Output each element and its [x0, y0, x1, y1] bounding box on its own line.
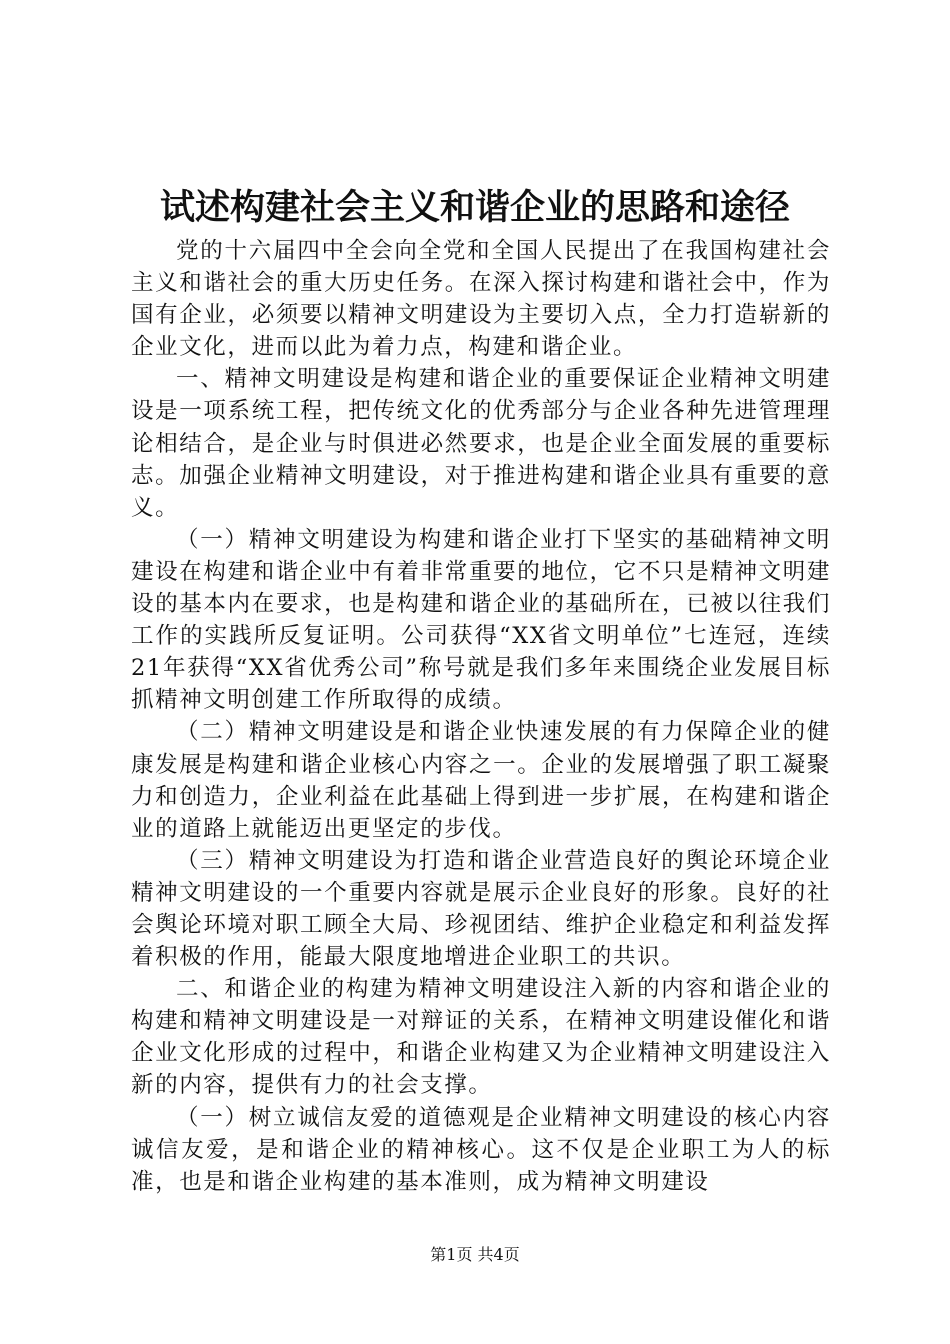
document-title: 试述构建社会主义和谐企业的思路和途径	[159, 187, 790, 228]
paragraph-section-2-1: （一）树立诚信友爱的道德观是企业精神文明建设的核心内容诚信友爱，是和谐企业的精神核心。这不仅是企业职工为人的标准，也是和谐企业构建的基本准则，成为精神文明建设	[131, 1104, 831, 1195]
document-body	[131, 235, 831, 1198]
page-number-footer: 第1页 共4页	[430, 1245, 520, 1264]
paragraph-section-1-1: （一）精神文明建设为构建和谐企业打下坚实的基础精神文明建设在构建和谐企业中有着非常重要的地位，它不只是精神文明建设的基本内在要求，也是构建和谐企业的基础所在，已被以往我们工作的实践所反复证明。公司获得“XX省文明单位”七连冠，连续21年获得“XX省优秀公司”称号就是我们多年来围绕企业发展目标抓精神文明创建工作所取得的成绩。	[131, 526, 831, 714]
paragraph-section-1-2: （二）精神文明建设是和谐企业快速发展的有力保障企业的健康发展是构建和谐企业核心内容之一。企业的发展增强了职工凝聚力和创造力，企业利益在此基础上得到进一步扩展，在构建和谐企业的道路上就能迈出更坚定的步伐。	[131, 719, 831, 842]
paragraph-section-1-3: （三）精神文明建设为打造和谐企业营造良好的舆论环境企业精神文明建设的一个重要内容就是展示企业良好的形象。良好的社会舆论环境对职工顾全大局、珍视团结、维护企业稳定和利益发挥着积极的作用，能最大限度地增进企业职工的共识。	[131, 847, 831, 971]
paragraph-section-2: 二、和谐企业的构建为精神文明建设注入新的内容和谐企业的构建和精神文明建设是一对辩证的关系，在精神文明建设催化和谐企业文化形成的过程中，和谐企业构建又为企业精神文明建设注入新的内容，提供有力的社会支撑。	[131, 976, 831, 1099]
paragraph-section-1: 一、精神文明建设是构建和谐企业的重要保证企业精神文明建设是一项系统工程，把传统文化的优秀部分与企业各种先进管理理论相结合，是企业与时俱进必然要求，也是企业全面发展的重要标志。加强企业精神文明建设，对于推进构建和谐企业具有重要的意义。	[131, 366, 831, 521]
paragraph-intro: 党的十六届四中全会向全党和全国人民提出了在我国构建社会主义和谐社会的重大历史任务。在深入探讨构建和谐社会中，作为国有企业，必须要以精神文明建设为主要切入点，全力打造崭新的企业文化，进而以此为着力点，构建和谐企业。	[131, 238, 831, 361]
